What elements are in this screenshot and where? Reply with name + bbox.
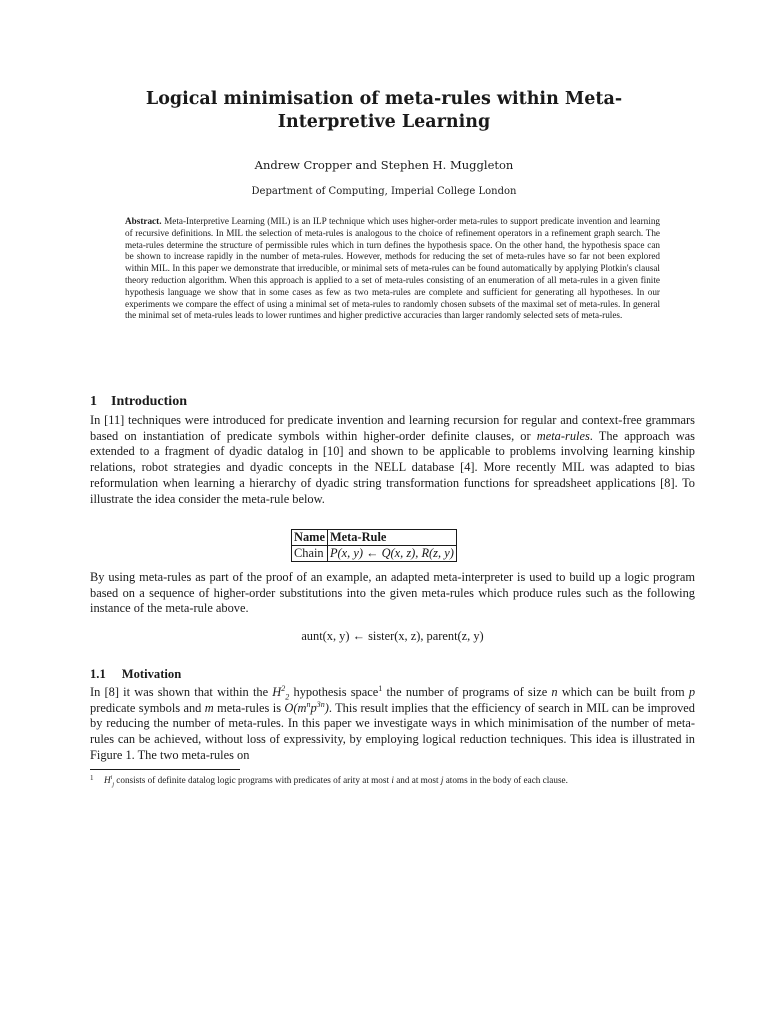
- subsection-number: 1.1: [90, 667, 106, 681]
- table-row: [292, 546, 457, 562]
- math-hypothesis-space: [272, 683, 290, 702]
- table-header-cell: Meta-Rule: [327, 530, 456, 546]
- paragraph-text: predicate symbols and: [90, 700, 205, 715]
- math-variable: i: [391, 775, 394, 785]
- abstract: [125, 216, 660, 322]
- section-title: Introduction: [111, 394, 187, 409]
- emphasis-meta-rules: meta-rules: [536, 428, 590, 443]
- section-number: 1: [90, 394, 97, 409]
- abstract-label: Abstract.: [125, 216, 162, 226]
- math-variable: n: [551, 685, 558, 699]
- math-superscript: 2: [281, 683, 286, 693]
- paragraph-text: . This result implies that the efficiency of search in MIL can be improved by reducing the number of meta-rules. In this paper we investigate ways in which minimisation of the number of meta-rules can be achieved, without loss of expressivity, by employing logical reduction techniques. This idea is illustrated in Figure 1. The two meta-rules on: [90, 700, 695, 762]
- math-superscript: i: [110, 774, 113, 781]
- paragraph-text: meta-rules is: [213, 700, 285, 715]
- paragraph-text: . The approach was extended to a fragment of dyadic datalog in [10] and shown to be applicable to problems involving learning kinship relations, robot strategies and dyadic concepts in the NELL database [4]. More recently MIL was adapted to bias reformulation when learning a hierarchy of dyadic string transformation functions for spreadsheet applications [8]. To illustrate the idea consider the meta-rule below.: [90, 428, 696, 506]
- math-superscript: 3n: [316, 699, 325, 709]
- intro-paragraph-2: By using meta-rules as part of the proof of an example, an adapted meta-interpreter is used to build up a logic program based on a sequence of higher-order substitutions into the given meta-rules which produce rules such as the following instance of the meta-rule above.: [90, 570, 695, 616]
- footnote-text-part: and at most: [393, 775, 441, 785]
- footnote-text: [90, 775, 695, 787]
- footnote-1: [90, 775, 695, 787]
- subsection-heading-motivation: [90, 667, 181, 682]
- paper-title: Logical minimisation of meta-rules within Meta-Interpretive Learning: [145, 89, 623, 132]
- intro-paragraph-1: [90, 413, 695, 507]
- math-variable: m: [204, 700, 214, 715]
- footnote-divider: [90, 769, 240, 770]
- math-symbol: H: [104, 775, 111, 785]
- math-variable: p: [688, 685, 696, 699]
- paragraph-text: In [11] techniques were introduced for predicate invention and learning recursion for regular and context-free grammars based on instantiation of predicate symbols within higher-order definite clauses, or: [90, 413, 695, 443]
- paragraph-text: In [8] it was shown that within the: [90, 685, 273, 699]
- footnote-text-part: atoms in the body of each clause.: [443, 775, 568, 785]
- table-header-cell: Name: [292, 530, 328, 546]
- subsection-title: Motivation: [121, 667, 182, 681]
- author-list: Andrew Cropper and Stephen H. Muggleton: [254, 158, 514, 172]
- footnote-mark: 1: [90, 774, 94, 782]
- math-superscript: n: [306, 699, 311, 709]
- table-cell: P(x, y) ← Q(x, z), R(z, y): [327, 546, 456, 562]
- math-variable: j: [440, 775, 444, 785]
- paragraph-text: hypothesis space: [289, 685, 379, 699]
- math-complexity: [284, 701, 328, 715]
- section-heading-introduction: [90, 394, 187, 410]
- example-equation: aunt(x, y) ← sister(x, z), parent(z, y): [301, 629, 484, 643]
- math-subscript: 2: [285, 692, 290, 702]
- math-symbol: ): [324, 700, 329, 715]
- footnote-reference[interactable]: 1: [378, 683, 383, 693]
- table-cell: Chain: [292, 546, 328, 562]
- paragraph-text: which can be built from: [557, 685, 689, 699]
- paragraph-text: the number of programs of size: [382, 685, 552, 699]
- footnote-text-part: consists of definite datalog logic programs with predicates of arity at most: [113, 775, 392, 785]
- math-symbol: p: [310, 700, 317, 715]
- motivation-paragraph: [90, 685, 695, 764]
- table-header-row: [292, 530, 457, 546]
- affiliation: Department of Computing, Imperial College London: [251, 186, 517, 197]
- abstract-text: Meta-Interpretive Learning (MIL) is an ILP technique which uses higher-order meta-rules to support predicate invention and learning of recursive definitions. In MIL the selection of meta-rules is analogous to the choice of refinement operators in a refinement graph search. The meta-rules determine the structure of permissible rules which in turn defines the hypothesis space. On the other hand, the hypothesis space can be shown to increase rapidly in the number of meta-rules. However, methods for reducing the set of meta-rules have so far not been explored within MIL. In this paper we demonstrate that irreducible, or minimal sets of meta-rules can be found automatically by applying Plotkin's clausal theory reduction algorithm. When this approach is applied to a set of meta-rules consisting of an enumeration of all meta-rules in a given finite hypothesis language we show that in some cases as few as two meta-rules are complete and sufficient for generating all hypotheses. In our experiments we compare the effect of using a minimal set of meta-rules to randomly chosen subsets of the maximal set of meta-rules. In general the minimal set of meta-rules leads to lower runtimes and higher predictive accuracies than larger randomly selected sets of meta-rules.: [125, 216, 661, 321]
- math-symbol: O(m: [284, 700, 307, 715]
- math-symbol: H: [272, 685, 282, 699]
- math-subscript: j: [112, 781, 114, 788]
- meta-rule-table: [291, 529, 457, 562]
- math-hypothesis-space: [104, 774, 114, 788]
